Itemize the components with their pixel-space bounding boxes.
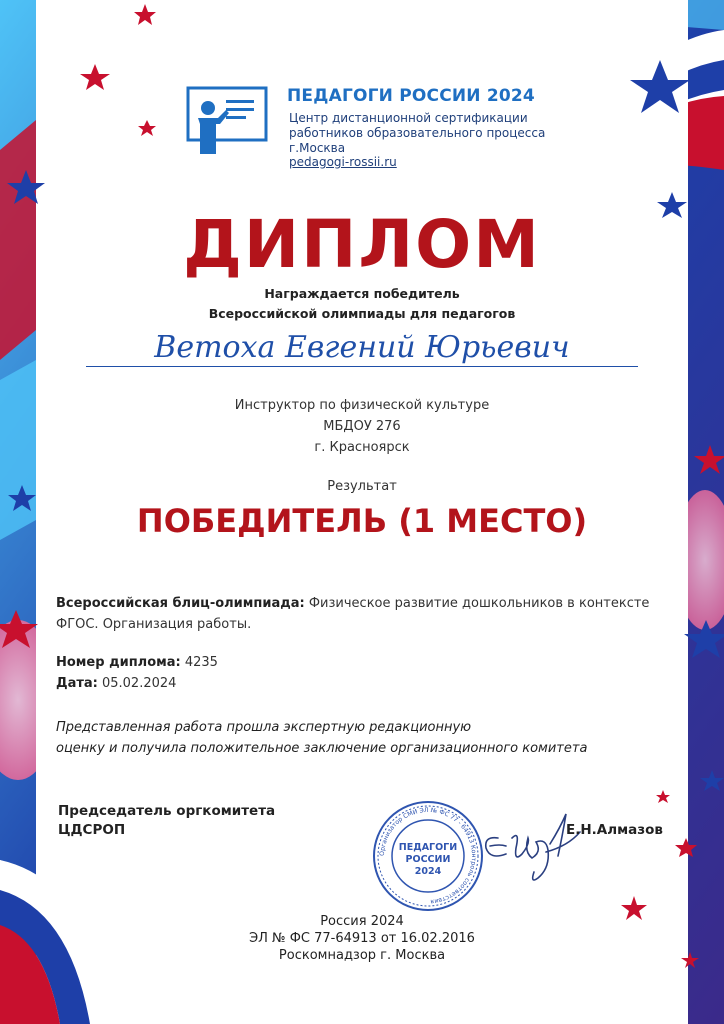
handwritten-signature bbox=[476, 808, 586, 888]
stamp-text: РОССИИ bbox=[405, 854, 451, 865]
diploma-number-value: 4235 bbox=[180, 655, 218, 670]
star-icon bbox=[700, 770, 724, 791]
result-label: Результат bbox=[327, 479, 397, 494]
diploma-number-label: Номер диплома: bbox=[56, 655, 181, 670]
teacher-at-board-icon bbox=[186, 86, 268, 156]
diploma-date-value: 05.02.2024 bbox=[97, 676, 177, 691]
star-icon bbox=[675, 838, 697, 857]
footer-line: Роскомнадзор г. Москва bbox=[278, 948, 446, 963]
diploma-number bbox=[56, 652, 666, 673]
star-icon bbox=[134, 4, 156, 25]
star-icon bbox=[684, 620, 724, 658]
recipient-city: г. Красноярск bbox=[314, 440, 410, 455]
org-title: ПЕДАГОГИ РОССИИ 2024 bbox=[287, 86, 535, 106]
award-line: Всероссийской олимпиады для педагогов bbox=[208, 306, 516, 321]
org-description-line: Центр дистанционной сертификации bbox=[289, 111, 528, 125]
diploma-date bbox=[56, 673, 666, 694]
signer-name: Е.Н.Алмазов bbox=[566, 822, 663, 838]
stamp-text: ПЕДАГОГИ bbox=[398, 842, 458, 853]
footer-line: Россия 2024 bbox=[320, 914, 404, 929]
official-stamp bbox=[372, 800, 484, 912]
star-icon bbox=[80, 64, 110, 90]
olympiad-info bbox=[56, 593, 666, 635]
footer-line: ЭЛ № ФС 77-64913 от 16.02.2016 bbox=[249, 931, 475, 946]
recipient-name: Ветоха Евгений Юрьевич bbox=[154, 330, 570, 365]
recipient-institution: МБДОУ 276 bbox=[323, 419, 401, 434]
star-icon bbox=[630, 60, 690, 113]
star-icon bbox=[7, 170, 45, 204]
stamp-text: 2024 bbox=[414, 866, 442, 877]
stamp-ring-text: Организатор СМИ ЭЛ № ФС 77 - 64913 Контроль соответствия bbox=[378, 806, 478, 905]
expert-note-line: оценку и получила положительное заключение организационного комитета bbox=[56, 741, 588, 756]
chairman-title bbox=[58, 802, 275, 840]
star-icon bbox=[0, 610, 38, 648]
org-description-line: работников образовательного процесса bbox=[289, 126, 546, 140]
org-website-link[interactable]: pedagogi-rossii.ru bbox=[289, 155, 397, 169]
award-line: Награждается победитель bbox=[264, 286, 460, 301]
name-underline bbox=[86, 366, 638, 367]
org-city: г.Москва bbox=[289, 141, 346, 155]
star-icon bbox=[656, 790, 670, 803]
chairman-line: Председатель оргкомитета bbox=[58, 803, 276, 819]
diploma-title: ДИПЛОМ bbox=[183, 206, 541, 283]
result-value: ПОБЕДИТЕЛЬ (1 МЕСТО) bbox=[136, 502, 588, 540]
chairman-line: ЦДСРОП bbox=[58, 822, 126, 838]
expert-note-line: Представленная работа прошла экспертную редакционную bbox=[56, 720, 472, 735]
recipient-position: Инструктор по физической культуре bbox=[234, 398, 490, 413]
olympiad-label: Всероссийская блиц-олимпиада: bbox=[56, 596, 305, 611]
olympiad-value: Физическое развитие дошкольников в контексте ФГОС. Организация работы. bbox=[56, 596, 650, 632]
diploma-date-label: Дата: bbox=[56, 676, 98, 691]
star-icon bbox=[138, 120, 156, 136]
